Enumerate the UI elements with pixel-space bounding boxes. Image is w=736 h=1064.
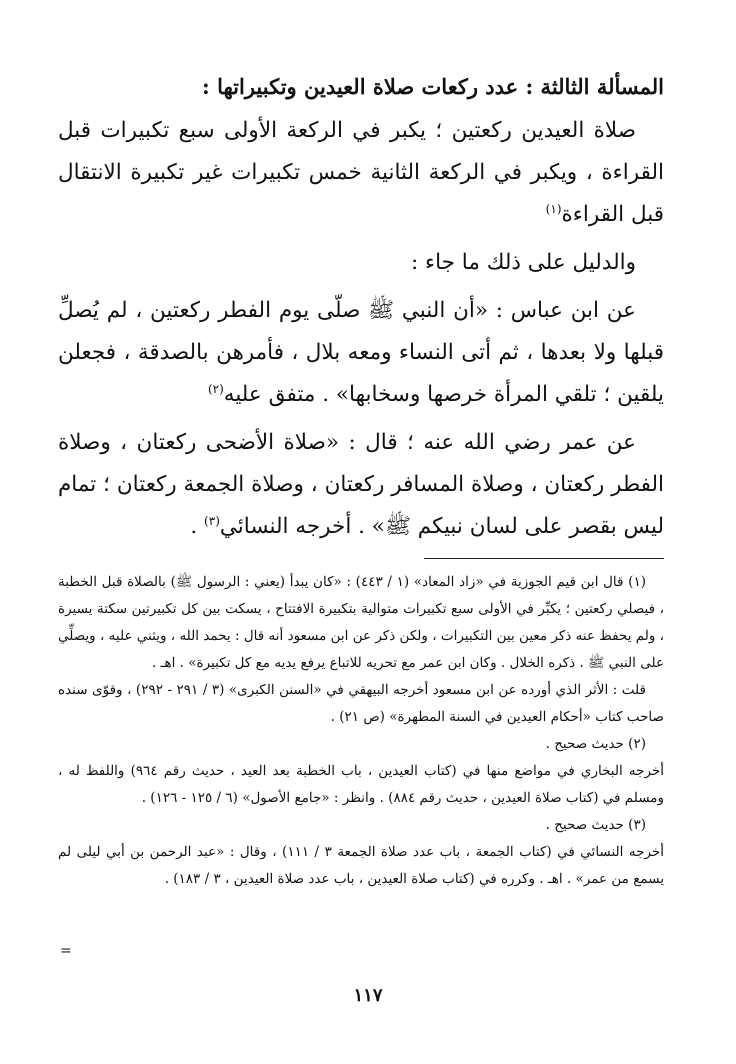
section-heading: المسألة الثالثة : عدد ركعات صلاة العيدين وتكبيراتها : xyxy=(202,74,664,99)
footnote-ref: (١) xyxy=(545,201,562,216)
footnote-ref: (٢) xyxy=(207,381,224,396)
paragraph-ibn-abbas-hadith xyxy=(58,290,664,416)
footnote-3-grade: (٣) حديث صحيح . xyxy=(545,817,646,833)
footnote-separator xyxy=(424,558,664,559)
footnote-2-source: أخرجه البخاري في مواضع منها في (كتاب العيدين ، باب الخطبة بعد العيد ، حديث رقم ٩٦٤) واللفظ له ، ومسلم في (كتاب صلاة العيدين ، حديث رقم ٨٨٤) . وانظر : «جامع الأصول» (٦ / ١٢٥ - ١٢٦) . xyxy=(58,763,664,806)
footnote-3-source: أخرجه النسائي في (كتاب الجمعة ، باب عدد صلاة الجمعة ٣ / ١١١) ، وقال : «عبد الرحمن بن أبي ليلى لم يسمع من عمر» . اهـ . وكرره في (كتاب صلاة العيدين ، باب عدد صلاة العيدين ، ٣ / ١٨٣) . xyxy=(58,844,665,887)
footnote-2-grade: (٢) حديث صحيح . xyxy=(545,736,646,752)
document-page xyxy=(58,70,664,893)
paragraph-text: والدليل على ذلك ما جاء : xyxy=(410,250,636,275)
footnote-1: (١) قال ابن قيم الجوزية في «زاد المعاد» (١ / ٤٤٣) : «كان يبدأ (يعني : الرسول ﷺ) بالصلاة قبل الخطبة ، فيصلي ركعتين ؛ يكبِّر في الأولى سبع تكبيرات متوالية بتكبيرة الافتتاح ، يسكت بين كل تكبيرتين سكتة يسيرة ، ولم يحفظ عنه ذكر معين بين التكبيرات ، ولكن ذكر عن ابن مسعود أنه قال : يحمد الله ، ويثني عليه ، ويصلِّي على النبي ﷺ . ذكره الخلال . وكان ابن عمر مع تحريه للاتباع يرفع يديه مع كل تكبيرة» . اهـ . xyxy=(58,574,664,671)
paragraph-umar-narration: عن عمر رضي الله عنه ؛ قال : «صلاة الأضحى ركعتان ، وصلاة الفطر ركعتان ، وصلاة المسافر ركعتان ، وصلاة الجمعة ركعتان ؛ تمام ليس بقصر على لسان نبيكم ﷺ» . أخرجه النسائي$^{(٣)}$ . xyxy=(58,430,664,539)
paragraph-rak-at-count xyxy=(58,110,664,236)
footnote-1-comment: قلت : الأثر الذي أورده عن ابن مسعود أخرجه البيهقي في «السنن الكبرى» (٣ / ٢٩١ - ٢٩٢) ، وقوّى سنده صاحب كتاب «أحكام العيدين في السنة المطهرة» (ص ٢١) . xyxy=(58,682,664,725)
footnote-ref: (٣) xyxy=(204,513,220,528)
margin-mark: = xyxy=(60,943,72,959)
page-number: ١١٧ xyxy=(353,985,383,1006)
footnotes xyxy=(58,569,664,893)
paragraph-evidence-intro xyxy=(58,242,664,284)
paragraph-text: صلاة العيدين ركعتين ؛ يكبر في الركعة الأولى سبع تكبيرات قبل القراءة ، ويكبر في الركعة الثانية خمس تكبيرات غير تكبيرة الانتقال قبل القراءة xyxy=(58,118,664,227)
paragraph-text: عن عمر رضي الله عنه ؛ قال : «صلاة الأضحى ركعتان ، وصلاة الفطر ركعتان ، وصلاة المسافر ركعتان ، وصلاة الجمعة ركعتان ؛ تمام ليس بقصر على لسان نبيكم ﷺ» . أخرجه النسائي xyxy=(58,430,664,539)
paragraph-text: عن ابن عباس : «أن النبي ﷺ صلّى يوم الفطر ركعتين ، لم يُصلِّ قبلها ولا بعدها ، ثم أتى النساء ومعه بلال ، فأمرهن بالصدقة ، فجعلن يلقين ؛ تلقي المرأة خرصها وسخابها» . متفق عليه xyxy=(58,298,664,407)
